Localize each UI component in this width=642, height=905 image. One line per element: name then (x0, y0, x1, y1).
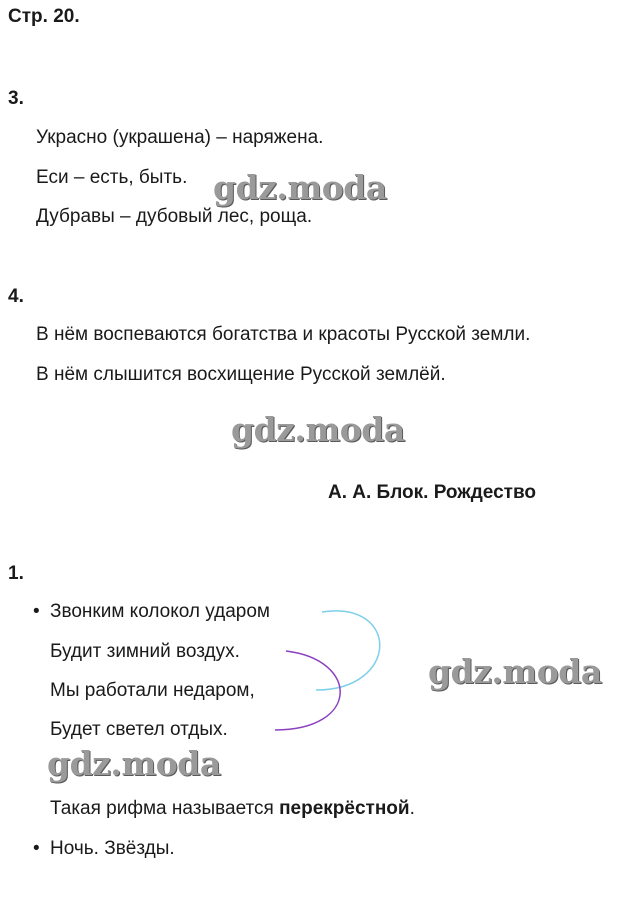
poem-line-2: Будит зимний воздух. (50, 641, 240, 662)
watermark-2: gdz.moda (231, 410, 405, 449)
task-3-number: 3. (8, 88, 24, 109)
watermark-4: gdz.moda (47, 744, 221, 783)
page-header: Стр. 20. (8, 6, 80, 27)
task-3-line-1: Украсно (украшена) – наряжена. (36, 127, 324, 148)
task-4-line-1: В нём воспеваются богатства и красоты Русской земли. (36, 324, 531, 345)
watermark-1: gdz.moda (213, 168, 387, 207)
poem-line-3: Мы работали недаром, (50, 680, 255, 701)
poem-line-4: Будет светел отдых. (50, 719, 228, 740)
rhyme-arc-blue (316, 611, 380, 690)
rhyme-prefix: Такая рифма называется (50, 798, 280, 819)
rhyme-suffix: . (409, 798, 415, 819)
task-3-line-3: Дубравы – дубовый лес, роща. (36, 206, 313, 227)
task-3-line-2: Еси – есть, быть. (36, 167, 188, 188)
bullet-2: • (33, 838, 40, 859)
last-line: Ночь. Звёзды. (50, 838, 175, 859)
watermark-3: gdz.moda (428, 652, 602, 691)
poem-line-1: Звонким колокол ударом (50, 601, 270, 622)
task-4-number: 4. (8, 286, 24, 307)
task-4-line-2: В нём слышится восхищение Русской землёй. (36, 364, 446, 385)
section-title: А. А. Блок. Рождество (328, 482, 537, 503)
rhyme-type: перекрёстной (279, 798, 410, 819)
bullet-1: • (33, 601, 40, 622)
task-1-number: 1. (8, 563, 24, 584)
rhyme-arc-purple (275, 651, 340, 730)
